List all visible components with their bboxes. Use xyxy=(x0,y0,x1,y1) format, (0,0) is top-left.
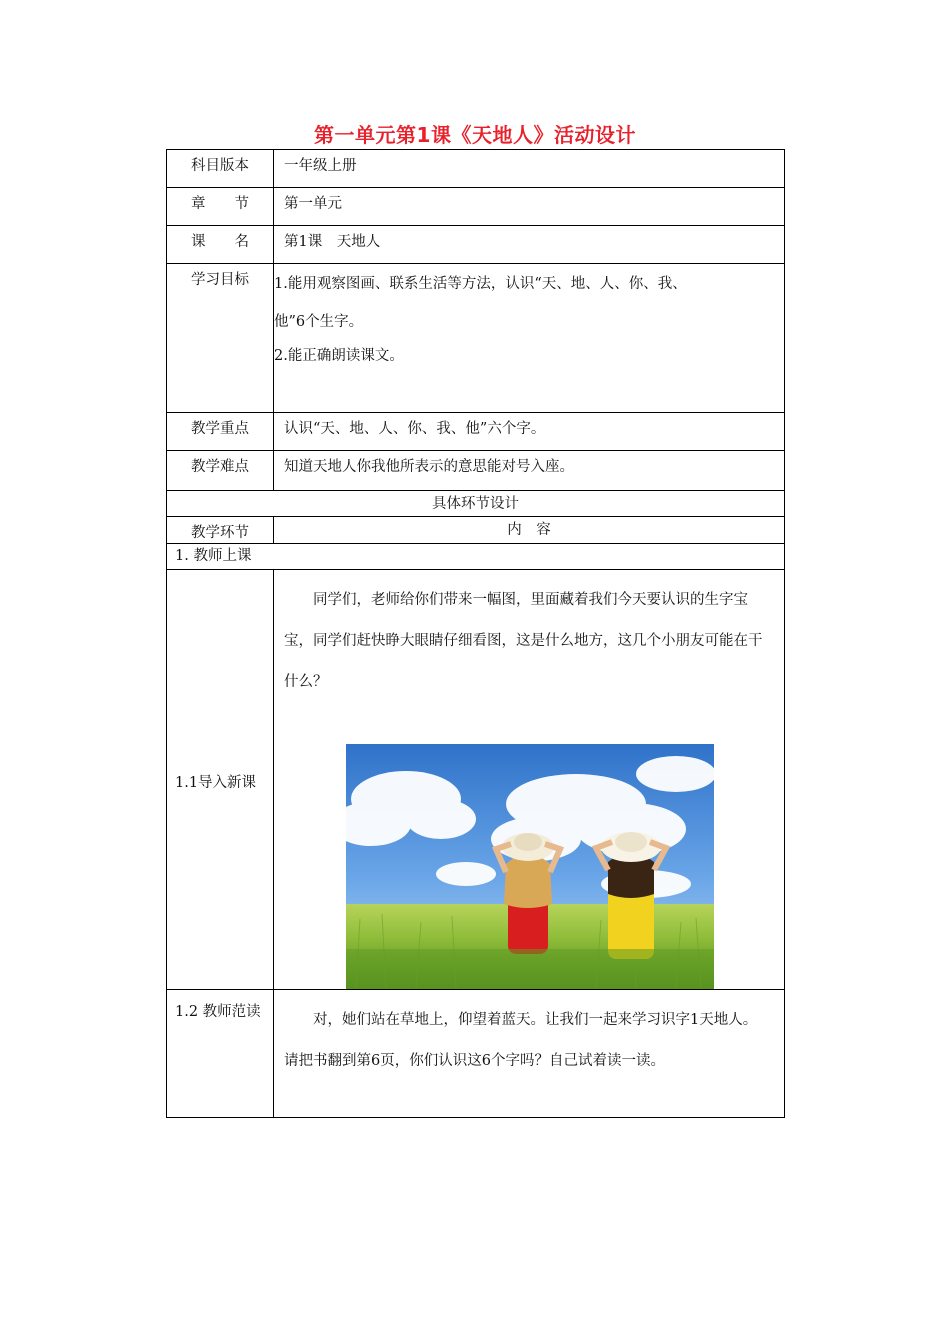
goal-line-1: 1.能用观察图画、联系生活等方法，认识“天、地、人、你、我、 xyxy=(274,276,687,292)
label-lesson: 课 名 xyxy=(191,234,249,250)
section-1-heading: 1. 教师上课 xyxy=(175,548,252,564)
label-difficulty: 教学难点 xyxy=(191,459,249,475)
column-content-header: 内 容 xyxy=(507,522,551,538)
value-chapter: 第一单元 xyxy=(284,196,342,212)
value-difficulty: 知道天地人你我他所表示的意思能对号入座。 xyxy=(284,459,574,475)
page-title: 第一单元第1课《天地人》活动设计 xyxy=(314,123,636,147)
table-row-chapter xyxy=(167,188,785,226)
table-row-section-1 xyxy=(167,544,785,570)
sky-meadow-photo xyxy=(346,744,714,989)
lesson-plan-table xyxy=(166,149,785,1118)
table-row-goals xyxy=(167,264,785,413)
table-row-design-header xyxy=(167,491,785,517)
label-subject: 科目版本 xyxy=(191,158,249,174)
step-1-label: 1.1导入新课 xyxy=(175,774,257,791)
table-row-column-headers xyxy=(167,517,785,544)
goal-line-3: 2.能正确朗读课文。 xyxy=(274,348,404,364)
step-2-label: 1.2 教师范读 xyxy=(175,1004,261,1020)
value-subject: 一年级上册 xyxy=(284,158,357,174)
design-header: 具体环节设计 xyxy=(432,496,519,512)
table-row-step-1 xyxy=(167,570,785,990)
column-step-header: 教学环节 xyxy=(191,525,249,541)
label-goals: 学习目标 xyxy=(191,272,249,288)
table-row-subject xyxy=(167,150,785,188)
table-row-step-2 xyxy=(167,990,785,1118)
table-row-lesson xyxy=(167,226,785,264)
label-key-point: 教学重点 xyxy=(191,421,249,437)
table-row-difficulty xyxy=(167,451,785,491)
label-chapter: 章 节 xyxy=(191,196,249,212)
value-key-point: 认识“天、地、人、你、我、他”六个字。 xyxy=(284,421,546,437)
value-lesson: 第1课 天地人 xyxy=(284,234,381,250)
goal-line-2: 他”6个生字。 xyxy=(274,314,364,330)
table-row-key-point xyxy=(167,413,785,451)
step-2-text: 对，她们站在草地上，仰望着蓝天。让我们一起来学习识字1天地人。请把书翻到第6页，你们认识这6个字吗？自己试着读一读。 xyxy=(284,1012,758,1069)
step-1-text: 同学们，老师给你们带来一幅图，里面藏着我们今天要认识的生字宝宝，同学们赶快睁大眼睛仔细看图，这是什么地方，这几个小朋友可能在干什么？ xyxy=(284,592,763,690)
